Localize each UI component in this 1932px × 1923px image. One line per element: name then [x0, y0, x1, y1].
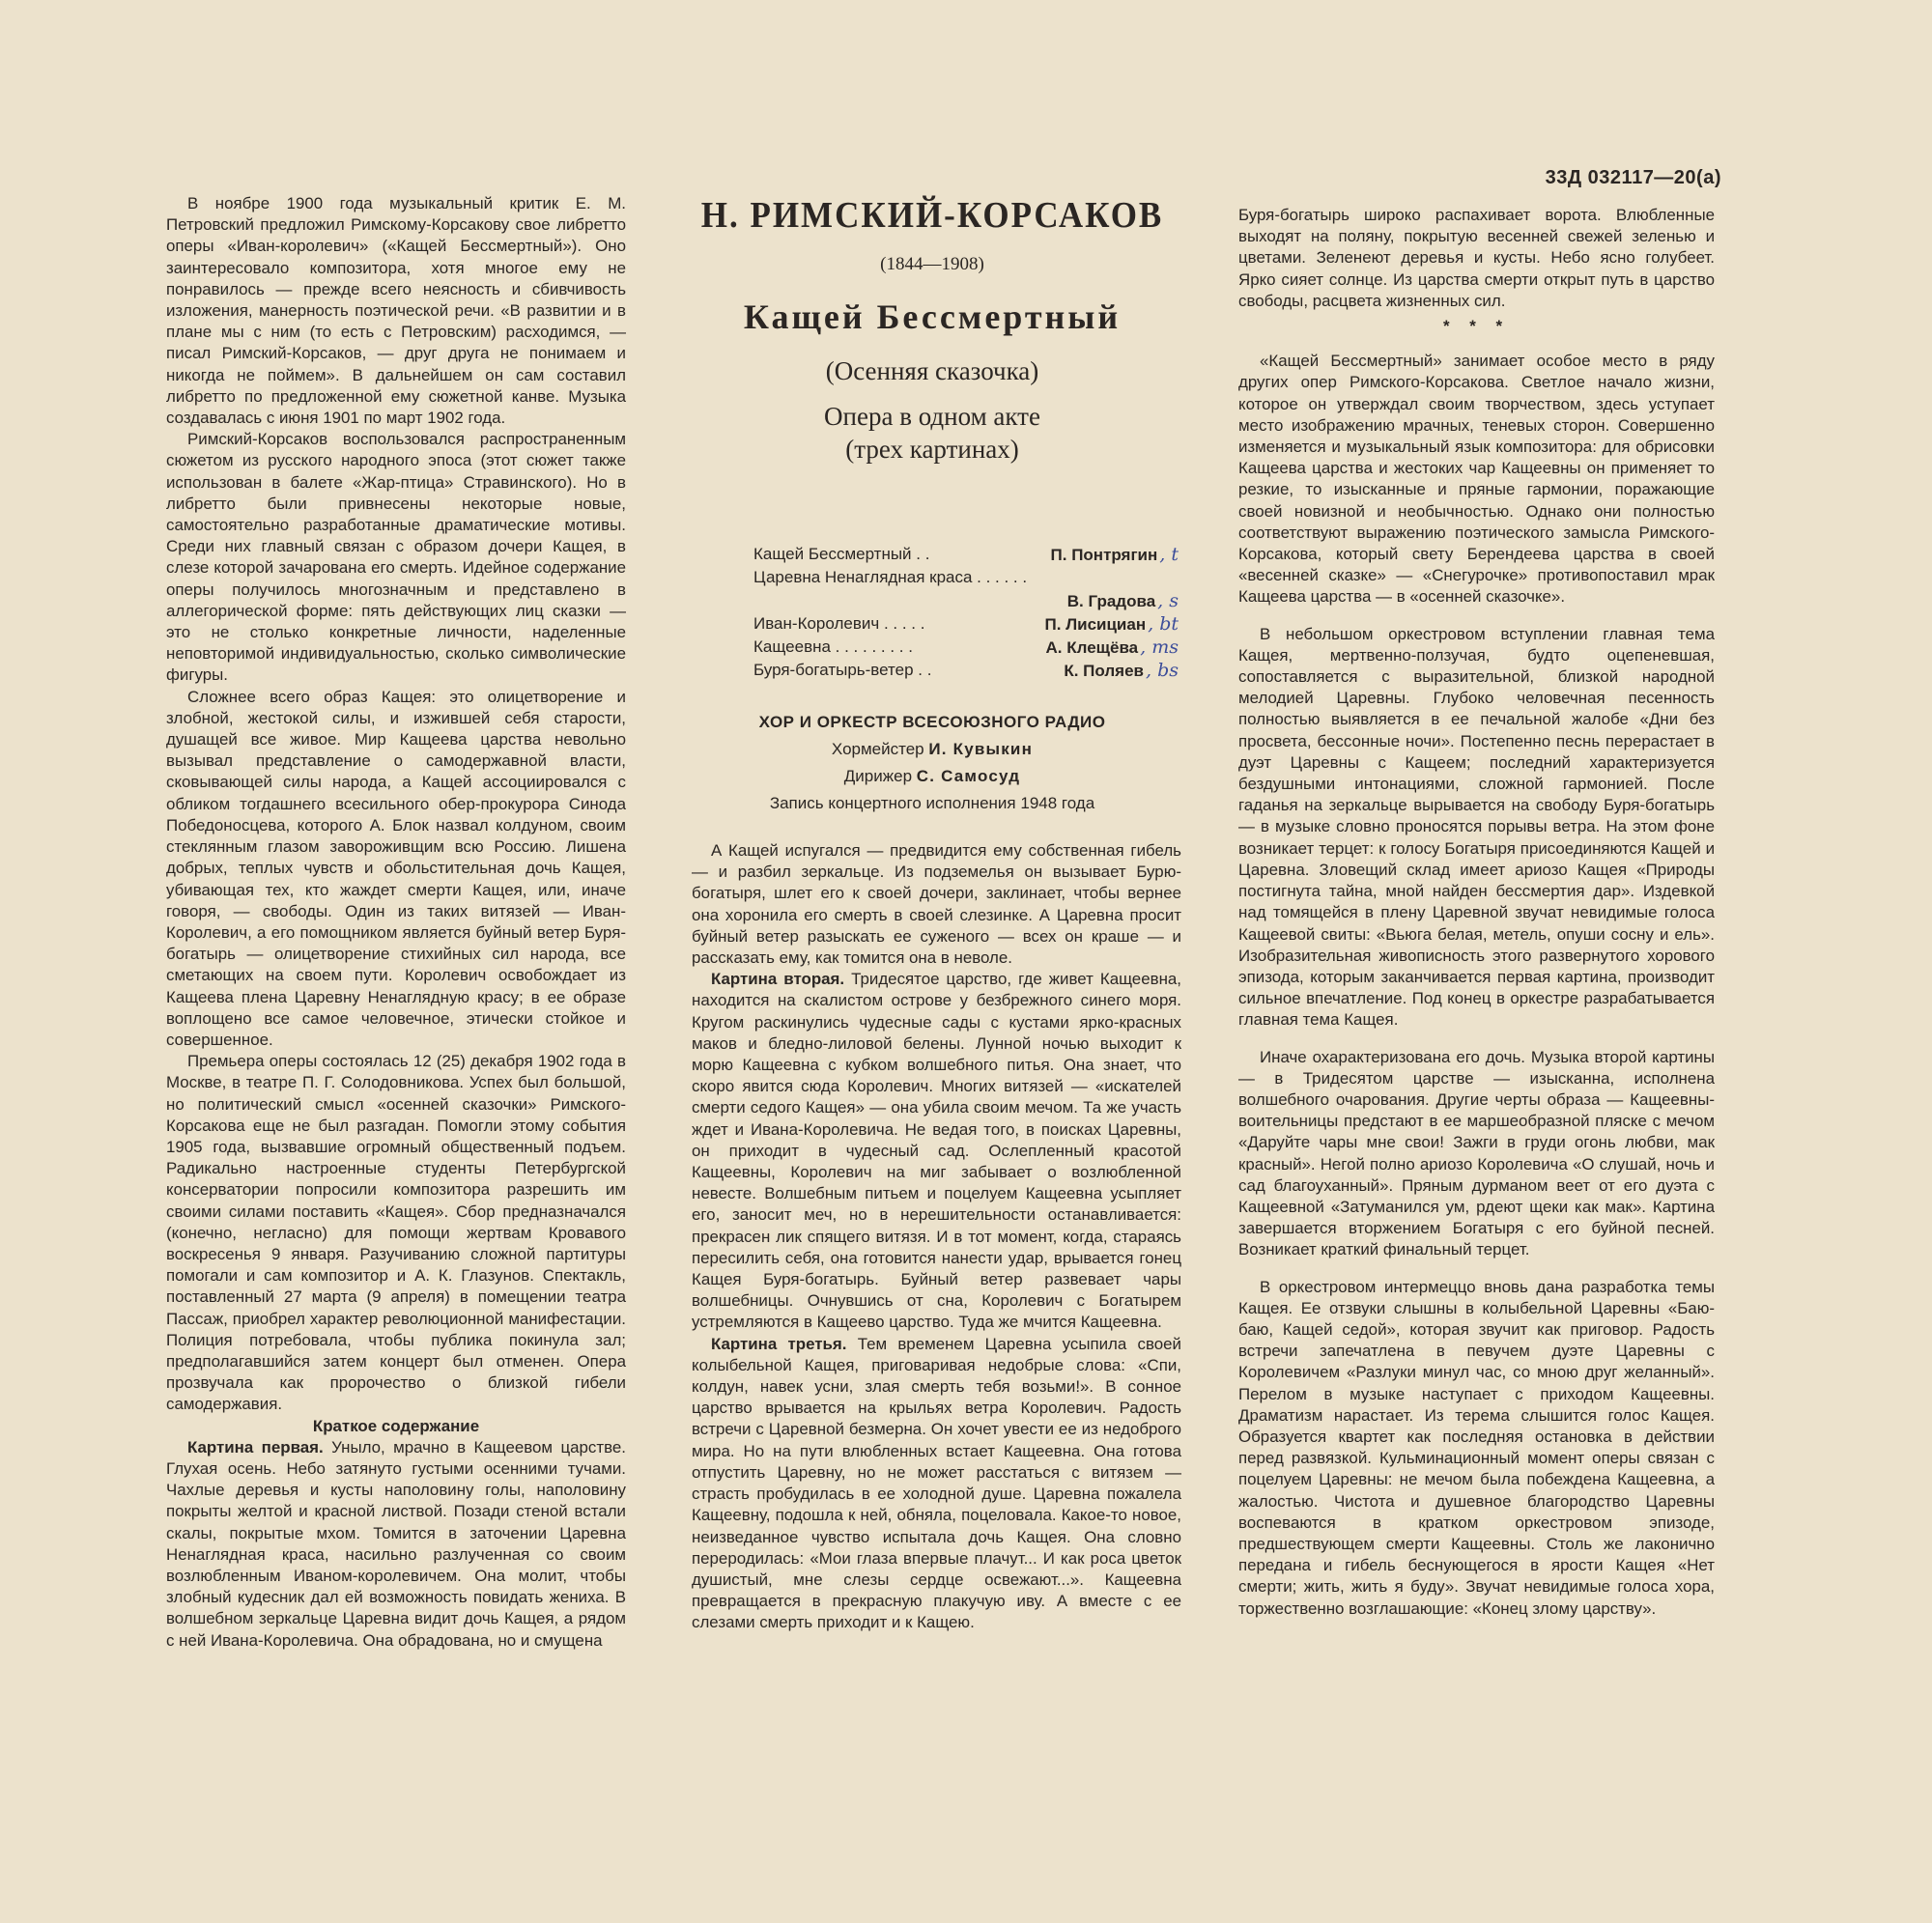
opera-line-1: Опера в одном акте	[824, 402, 1040, 431]
cast-role: Иван-Королевич . . . . .	[753, 614, 925, 633]
section-divider: * * *	[1442, 317, 1511, 336]
cast-actor: В. Градова	[1066, 592, 1156, 610]
paragraph: В ноябре 1900 года музыкальный критик Е. М. Петровский предложил Римскому-Корсакову свое либретто оперы «Иван-королевич» («Кащей Бессмертный»). Оно заинтересовало композитора, хотя многое ему не понравилось — прежде всего неясность и сбивчивость изложения, манерность поэтической речи. «В развитии и в плане мы с ним (то есть с Петровским) расходимся, — писал Римский-Корсаков, — друг друга не понимаем и никогда не поймем». В дальнейшем он сам составил либретто по предложенной ему сюжетной канве. Музыка создавалась с июня 1901 по март 1902 года.	[166, 194, 626, 428]
handwritten-note: , s	[1157, 590, 1179, 611]
conductor-name: С. Самосуд	[916, 767, 1021, 785]
column-left	[166, 193, 626, 1652]
handwritten-note: , ms	[1140, 636, 1179, 658]
recording-note: Запись концертного исполнения 1948 года	[769, 794, 1095, 812]
opera-line-2: (трех картинах)	[845, 435, 1019, 464]
paragraph: А Кащей испугался — предвидится ему собственная гибель — и разбил зеркальце. Из подземелья он вызывает Бурю-богатыря, шлет его к своей дочери, заклинает, чтобы вернее она хоронила его смерть в своей слезинке. А Царевна просит буйный ветер разыскать ее суженого — всех он краше — и рассказать ему, как томится она в неволе.	[692, 841, 1181, 968]
cast-role: Кащеевна . . . . . . . . .	[753, 637, 913, 656]
scene3-label: Картина третья.	[711, 1334, 847, 1353]
cast-role: Царевна Ненаглядная краса . . . . . .	[753, 568, 1028, 586]
column-right	[1238, 205, 1715, 1635]
cast-list	[753, 543, 1179, 682]
handwritten-note: , bs	[1146, 660, 1179, 681]
scene2-label: Картина вторая.	[711, 970, 845, 989]
chorus-master-name: И. Кувыкин	[928, 740, 1034, 758]
paragraph-scene2	[692, 969, 1181, 1333]
title-block	[676, 196, 1188, 466]
cast-row	[753, 636, 1179, 659]
cast-row	[753, 589, 1179, 612]
chorus-master-line	[676, 736, 1188, 763]
cast-role: Кащей Бессмертный . .	[753, 545, 930, 563]
paragraph: В небольшом оркестровом вступлении главная тема Кащея, мертвенно-ползучая, будто оцепеневшая, сопоставляется с выразительной, близкой народной мелодией Царевны. Глубоко человечная песенность полностью выявляется в ее печальной жалобе «Дни без просвета, бессонные ночи». Постепенно песнь перерастает в дуэт Царевны с Кащеем; последний характеризуется бездушными интонациями, сложной гармонией. После гаданья на зеркальце вырывается на свободу Буря-богатырь — в музыке словно проносятся порывы ветра. На этом фоне возникает терцет: к голосу Богатыря присоединяются Кащей и Царевна. Зловещий склад имеет ариозо Кащея «Природы постигнута тайна, мной найден бессмертия дар». Издевкой над томящейся в плену Царевной звучат невидимые голоса Кащеевой свиты: «Вьюга белая, метель, опуши сосну и ель». Изобразительная живописность этого развернутого хорового эпизода, которым заканчивается первая картина, производит сильное впечатление. Под конец в оркестре разрабатывается главная тема Кащея.	[1238, 624, 1715, 1030]
scene3-text: Тем временем Царевна усыпила своей колыбельной Кащея, приговаривая недобрые слова: «Спи, колдун, навек усни, злая смерть тебя возьми!». В сонное царство врывается на крыльях ветра Королевич. Радость встречи с Царевной безмерна. Он хочет увести ее из недоброго мира. Но на пути влюбленных встает Кащеевна. Она готова отпустить Царевну, но не может расстаться с витязем — страсть пробудилась в ее холодной душе. Царевна пожалела Кащеевну, подошла к ней, обняла, поцеловала. Какое-то новое, неизведанное чувство испытала дочь Кащея. Она словно переродилась: «Мои глаза впервые плачут... И как роса цветок душистый, мне слезы сердце освежают...». Кащеевна превращается в прекрасную плакучую иву. А вместе с ее слезами смерть приходит и к Кащею.	[692, 1334, 1181, 1632]
cast-actor: П. Понтрягин	[1050, 546, 1158, 564]
scene2-text: Тридесятое царство, где живет Кащеевна, находится на скалистом острове у безбрежного синего моря. Кругом раскинулись чудесные сады с кустами ярко-красных маков и бледно-лиловой белены. Лунной ночью выходит к морю Кащеевна с кубком волшебного питья. Она знает, что скоро явится сюда Королевич. Многих витязей — «искателей смерти седого Кащея» — она убила своим мечом. Та же участь ждет и Ивана-Королевича. Не ведая того, в поисках Царевны, он приходит в чудесный сад. Ослепленный красотой Кащеевны, Королевич на миг забывает о возлюбленной невесте. Волшебным питьем и поцелуем Кащеевна усыпляет его, заносит меч, но в нерешительности останавливается: прекрасен лик спящего витязя. И в тот момент, когда, стараясь пересилить себя, она готовится нанести удар, врывается гонец Кащея Буря-богатырь. Буйный ветер развевает чары волшебницы. Очнувшись от сна, Королевич с Богатырем устремляются в Кащеево царство. Туда же мчится Кащеевна.	[692, 970, 1181, 1332]
paragraph-scene3	[692, 1334, 1181, 1634]
handwritten-note: , bt	[1148, 613, 1179, 635]
chorus-orchestra: ХОР И ОРКЕСТР ВСЕСОЮЗНОГО РАДИО	[758, 713, 1106, 731]
scene1-text: Уныло, мрачно в Кащеевом царстве. Глухая осень. Небо затянуто густыми осенними тучами. Чахлые деревья и кусты наполовину голы, наполовину покрыты желтой и красной листвой. Позади стеной встали скалы, покрытые мхом. Томится в заточении Царевна Ненаглядная краса, насильно разлученная со своим возлюбленным Иваном-королевичем. Она молит, чтобы злобный кудесник дал ей возможность повидать жениха. В волшебном зеркальце Царевна видит дочь Кащея, а рядом с ней Ивана-Королевича. Она обрадована, но и смущена	[166, 1437, 626, 1650]
cast-row	[753, 543, 1179, 566]
conductor-line	[676, 763, 1188, 790]
paragraph: Премьера оперы состоялась 12 (25) декабря 1902 года в Москве, в театре П. Г. Солодовникова. Успех был большой, но политический смысл «осенней сказочки» Римского-Корсакова еще не был разгадан. Помогли этому события 1905 года, вызвавшие огромный общественный подъем. Радикально настроенные студенты Петербургской консерватории попросили композитора разрешить им своими силами поставить «Кащея». Сбор предназначался (конечно, негласно) для помощи жертвам Кровавого воскресенья 9 января. Разучиванию сложной партитуры помогали и сам композитор и А. К. Глазунов. Спектакль, поставленный 27 марта (9 апреля) в помещении театра Пассаж, приобрел характер революционной манифестации. Полиция потребовала, чтобы публика покинула зал; предполагавшийся затем концерт был отменен. Опера прозвучала как пророчество о близкой гибели самодержавия.	[166, 1052, 626, 1414]
column-center	[692, 840, 1181, 1634]
credits	[676, 709, 1188, 817]
cast-role: Буря-богатырь-ветер . .	[753, 661, 932, 679]
cast-row	[753, 659, 1179, 682]
paragraph: Иначе охарактеризована его дочь. Музыка второй картины — в Тридесятом царстве — изысканна, исполнена волшебного очарования. Другие черты образа — Кащеевны-воительницы предстают в ее маршеобразной пляске с мечом «Даруйте чары мне свои! Зажги в груди огонь любви, мак красный». Негой полно ариозо Королевича «О слушай, ночь и сад благоуханный». Пряным дурманом веет от его дуэта с Кащеевной «Затуманился ум, рдеют щеки как мак». Картина завершается вторжением Богатыря с его буйной песней. Возникает краткий финальный терцет.	[1238, 1047, 1715, 1259]
opera-description	[676, 400, 1188, 466]
conductor-label: Дирижер	[843, 767, 913, 785]
cast-row	[753, 566, 1179, 589]
cast-actor: А. Клещёва	[1045, 638, 1139, 657]
opera-subtitle: (Осенняя сказочка)	[825, 356, 1039, 385]
paragraph-scene1	[166, 1437, 626, 1652]
paragraph: Сложнее всего образ Кащея: это олицетворение и злобной, жестокой силы, и изжившей себя старости, душащей все живое. Мир Кащеева царства невольно вызывал представление о самодержавной власти, сковывающей силы народа, а Кащей ассоциировался с обликом тогдашнего всесильного обер-прокурора Синода Победоносцева, которого А. Блок назвал колдуном, своим стеклянным глазом завороживщим всю Россию. Лишена добрых, теплых чувств и обольстительная дочь Кащея, убивающая тех, кто жаждет смерти Кащея, или, иначе говоря, — свободы. Один из таких витязей — Иван-Королевич, а его помощником является буйный ветер Буря-богатырь — олицетворение стихийных сил народа, все сметающих на своем пути. Королевич освобождает из Кащеева плена Царевну Ненаглядную красу; в ее образе воплощено все самое человечное, этически стойкое и совершенное.	[166, 687, 626, 1049]
catalog-number: 33Д 032117—20(а)	[1545, 167, 1721, 188]
paragraph: Буря-богатырь широко распахивает ворота. Влюбленные выходят на поляну, покрытую весенней свежей зеленью и цветами. Зеленеют деревья и кусты. Небо ясно голубеет. Ярко сияет солнце. Из царства смерти открыт путь в царство свободы, расцвета жизненных сил.	[1238, 206, 1715, 310]
paragraph: «Кащей Бессмертный» занимает особое место в ряду других опер Римского-Корсакова. Светлое начало жизни, которое он утверждал своим творчеством, здесь уступает место изображению мрачных, теневых сторон. Совершенно изменяется и музыкальный язык композитора: для обрисовки Кащеева царства и жестоких чар Кащеевны он применяет то резкие, то изысканные и пряные гармонии, поражающие своей новизной и необычностью. Однако они полностью соответствуют выражению поэтического замысла Римского-Корсакова, который свету Берендеева царства в своей «весенней сказке» — «Снегурочке» противопоставил мрак Кащеева царства — в «осенней сказочке».	[1238, 352, 1715, 607]
handwritten-note: , t	[1159, 544, 1179, 565]
paragraph: Римский-Корсаков воспользовался распространенным сюжетом из русского народного эпоса (этот сюжет также использован в балете «Жар-птица» Стравинского). Но в либретто были привнесены некоторые новые, самостоятельно разработанные драматические мотивы. Среди них главный связан с образом дочери Кащея, в слезе которой зачарована его смерть. Идейное содержание оперы получилось многозначным и представлено в аллегорической форме: пять действующих лиц сказки — это не столько конкретные личности, наделенные неповторимой индивидуальностью, сколько символические фигуры.	[166, 430, 626, 685]
cast-actor: К. Поляев	[1064, 662, 1144, 680]
cast-actor: П. Лисициан	[1044, 615, 1147, 634]
summary-heading: Краткое содержание	[312, 1416, 480, 1435]
composer-years: (1844—1908)	[880, 254, 984, 274]
chorus-master-label: Хормейстер	[831, 740, 924, 758]
composer-name: Н. РИМСКИЙ-КОРСАКОВ	[700, 194, 1164, 236]
paragraph: В оркестровом интермеццо вновь дана разработка темы Кащея. Ее отзвуки слышны в колыбельной Царевны «Баю-баю, Кащей седой», которая звучит как приговор. Радость встречи запечатлена в певучем дуэте Царевны с Королевичем «Разлуки минул час, со мною друг желанный». Перелом в музыке наступает с приходом Кащеевны. Драматизм нарастает. Из терема слышится голос Кащея. Образуется квартет как последняя остановка в действии перед развязкой. Кульминационный момент оперы связан с поцелуем Царевны: не мечом была побеждена Кащеевна, а жалостью. Чистота и душевное благородство Царевны воспеваются в кратком оркестровом эпизоде, предшествующем смерти Кащеевны. Столь же лаконично передана и гибель беснующегося в ярости Кащея «Нет смерти; жить, жить я буду». Звучат невидимые голоса хора, торжественно возглашающие: «Конец злому царству».	[1238, 1277, 1715, 1618]
opera-title: Кащей Бессмертный	[743, 297, 1122, 336]
scene1-label: Картина первая.	[187, 1437, 324, 1456]
cast-row	[753, 612, 1179, 636]
